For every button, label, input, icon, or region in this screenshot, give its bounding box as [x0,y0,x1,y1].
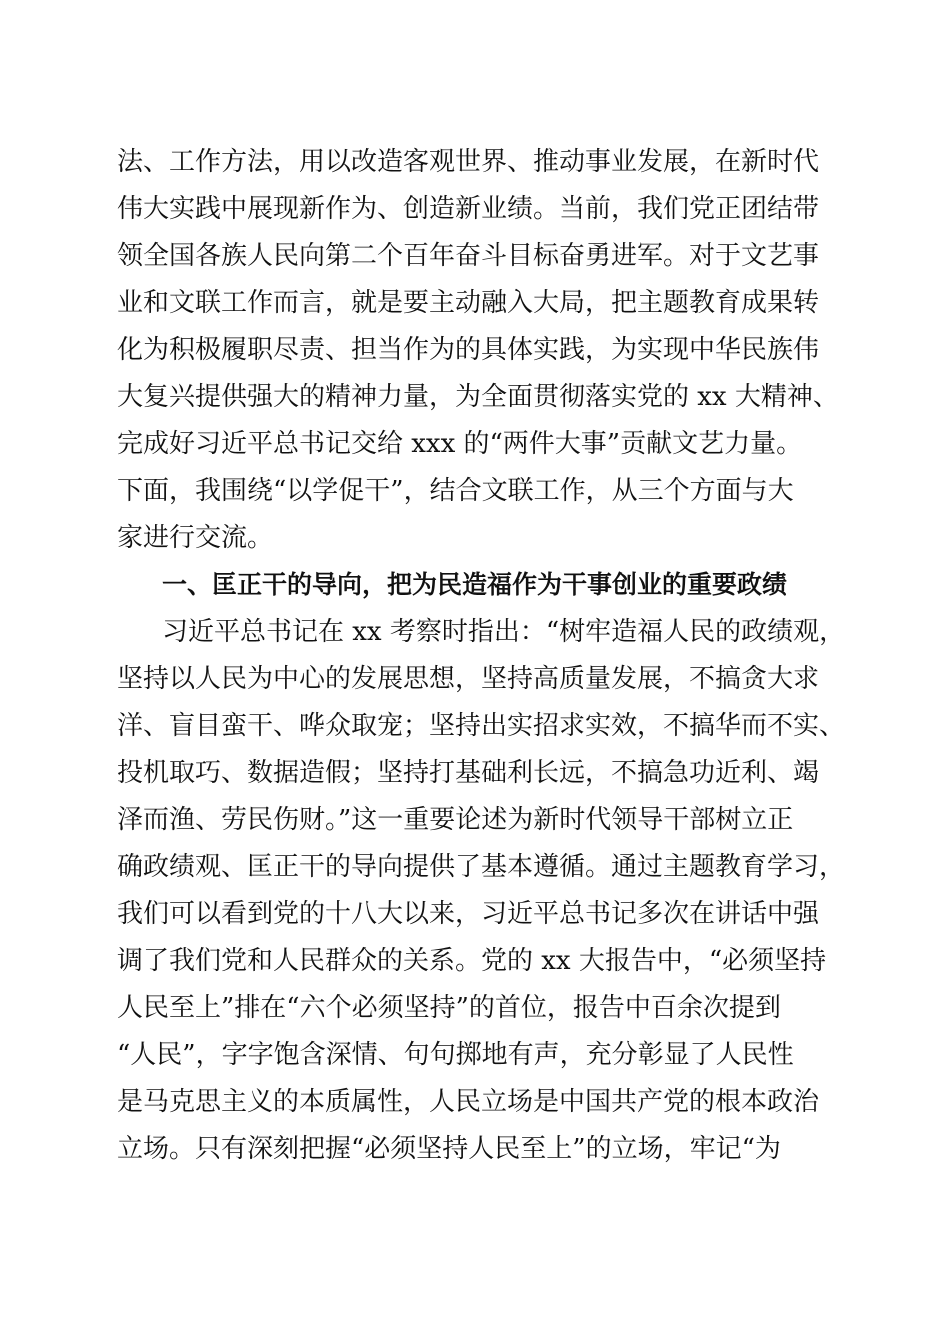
section-line: 坚持以人民为中心的发展思想，坚持高质量发展，不搞贪大求 [117,664,820,694]
section-line: 洋、盲目蛮干、哗众取宠；坚持出实招求实效，不搞华而不实、 [117,711,846,741]
section-line: 我们可以看到党的十八大以来，习近平总书记多次在讲话中强 [117,899,820,929]
paragraph-line: 法、工作方法，用以改造客观世界、推动事业发展，在新时代 [117,147,820,177]
paragraph-line: 完成好习近平总书记交给 xxx 的“两件大事”贡献文艺力量。 [117,429,803,459]
paragraph-line: 大复兴提供强大的精神力量，为全面贯彻落实党的 xx 大精神、 [117,382,839,412]
section-heading: 一、匡正干的导向，把为民造福作为干事创业的重要政绩 [162,570,788,599]
section-line: 泽而渔、劳民伤财。”这一重要论述为新时代领导干部树立正 [117,805,794,835]
paragraph-line: 领全国各族人民向第二个百年奋斗目标奋勇进军。对于文艺事 [117,241,820,271]
paragraph-line: 家进行交流。 [117,523,274,553]
section-line: 习近平总书记在 xx 考察时指出：“树牢造福人民的政绩观， [162,617,846,647]
section-line: 人民至上”排在“六个必须坚持”的首位，报告中百余次提到 [117,993,781,1023]
section-line: “人民”，字字饱含深情、句句掷地有声，充分彰显了人民性 [117,1040,794,1070]
paragraph-line: 化为积极履职尽责、担当作为的具体实践，为实现中华民族伟 [117,335,820,365]
paragraph-line: 业和文联工作而言，就是要主动融入大局，把主题教育成果转 [117,288,820,318]
section-line: 投机取巧、数据造假；坚持打基础利长远，不搞急功近利、竭 [117,758,820,788]
paragraph-line: 下面，我围绕“以学促干”，结合文联工作，从三个方面与大 [117,476,794,506]
section-line: 是马克思主义的本质属性，人民立场是中国共产党的根本政治 [117,1087,820,1117]
paragraph-line: 伟大实践中展现新作为、创造新业绩。当前，我们党正团结带 [117,194,820,224]
section-line: 确政绩观、匡正干的导向提供了基本遵循。通过主题教育学习， [117,852,846,882]
section-line: 立场。只有深刻把握“必须坚持人民至上”的立场，牢记“为 [117,1134,781,1164]
section-line: 调了我们党和人民群众的关系。党的 xx 大报告中，“必须坚持 [117,946,827,976]
